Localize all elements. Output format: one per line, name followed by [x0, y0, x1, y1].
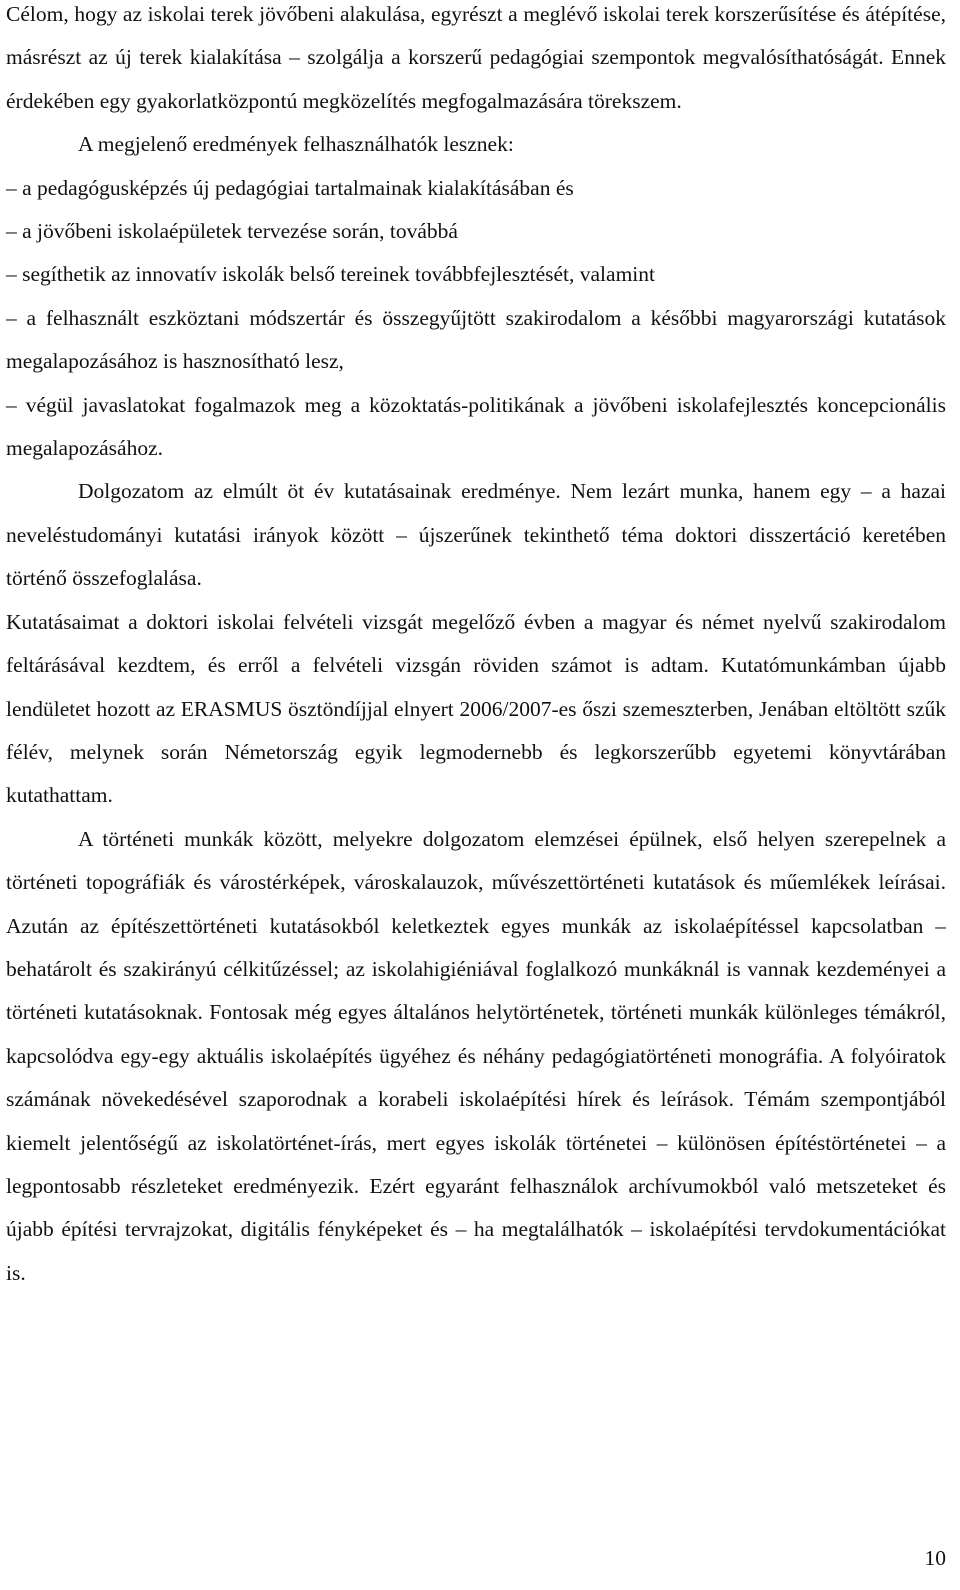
- list-item-innovative-schools: – segíthetik az innovatív iskolák belső tereinek továbbfejlesztését, valamint: [6, 262, 655, 287]
- document-page: [6, 0, 946, 1295]
- list-item-policy-proposals: – végül javaslatokat fogalmazok meg a közoktatás-politikának a jövőbeni iskolafejlesztés koncepcionális megalapozásához.: [6, 392, 946, 461]
- paragraph-results-intro: A megjelenő eredmények felhasználhatók lesznek:: [78, 132, 514, 157]
- paragraph-historical-works: A történeti munkák között, melyekre dolgozatom elemzései épülnek, első helyen szerepelnek a történeti topográfiák és várostérképek, városkalauzok, művészettörténeti kutatások és műemlékek leírásai. Azután az építészettörténeti kutatásokból keletkeztek egyes munkák az iskolaépítéssel kapcsolatban – behatárolt és szakirányú célkitűzéssel; az iskolahigiéniával foglalkozó munkáknál is vannak kezdeményei a történeti kutatásoknak. Fontosak még egyes általános helytörténetek, történeti munkák különleges témákról, kapcsolódva egy-egy aktuális iskolaépítés ügyéhez és néhány pedagógiatörténeti monográfia. A folyóiratok számának növekedésével szaporodnak a korabeli iskolaépítési hírek és leírások. Témám szempontjából kiemelt jelentőségű az iskolatörténet-írás, mert egyes iskolák történetei – különösen építéstörténetei – a legpontosabb részleteket eredményezik. Ezért egyaránt felhasználok archívumokból való metszeteket és újabb építési tervrajzokat, digitális fényképeket és – ha megtalálhatók – iskolaépítési tervdokumentációkat is.: [6, 826, 946, 1285]
- page-number: 10: [924, 1546, 946, 1570]
- paragraph-goal: Célom, hogy az iskolai terek jövőbeni alakulása, egyrészt a meglévő iskolai terek korszerűsítése és átépítése, másrészt az új terek kialakítása – szolgálja a korszerű pedagógiai szempontok megvalósíthatóságát. Ennek érdekében egy gyakorlatközpontú megközelítés megfogalmazására törekszem.: [6, 2, 946, 113]
- list-item-teacher-training: – a pedagógusképzés új pedagógiai tartalmainak kialakításában és: [6, 175, 574, 200]
- paragraph-research-history: Kutatásaimat a doktori iskolai felvételi vizsgát megelőző évben a magyar és német nyelvű szakirodalom feltárásával kezdtem, és erről a felvételi vizsgán röviden számot is adtam. Kutatómunkámban újabb lendületet hozott az ERASMUS ösztöndíjjal elnyert 2006/2007-es őszi szemeszterben, Jenában eltöltött szűk félév, melynek során Németország egyik legmodernebb és legkorszerűbb egyetemi könyvtárában kutathattam.: [6, 609, 946, 808]
- list-item-school-design: – a jövőbeni iskolaépületek tervezése során, továbbá: [6, 219, 458, 244]
- paragraph-dissertation: Dolgozatom az elmúlt öt év kutatásainak eredménye. Nem lezárt munka, hanem egy – a hazai neveléstudományi kutatási irányok között – újszerűnek tekinthető téma doktori disszertáció keretében történő összefoglalása.: [6, 479, 946, 591]
- list-item-methodology: – a felhasznált eszköztani módszertár és összegyűjtött szakirodalom a későbbi magyarországi kutatások megalapozásához is hasznosítható lesz,: [6, 305, 946, 374]
